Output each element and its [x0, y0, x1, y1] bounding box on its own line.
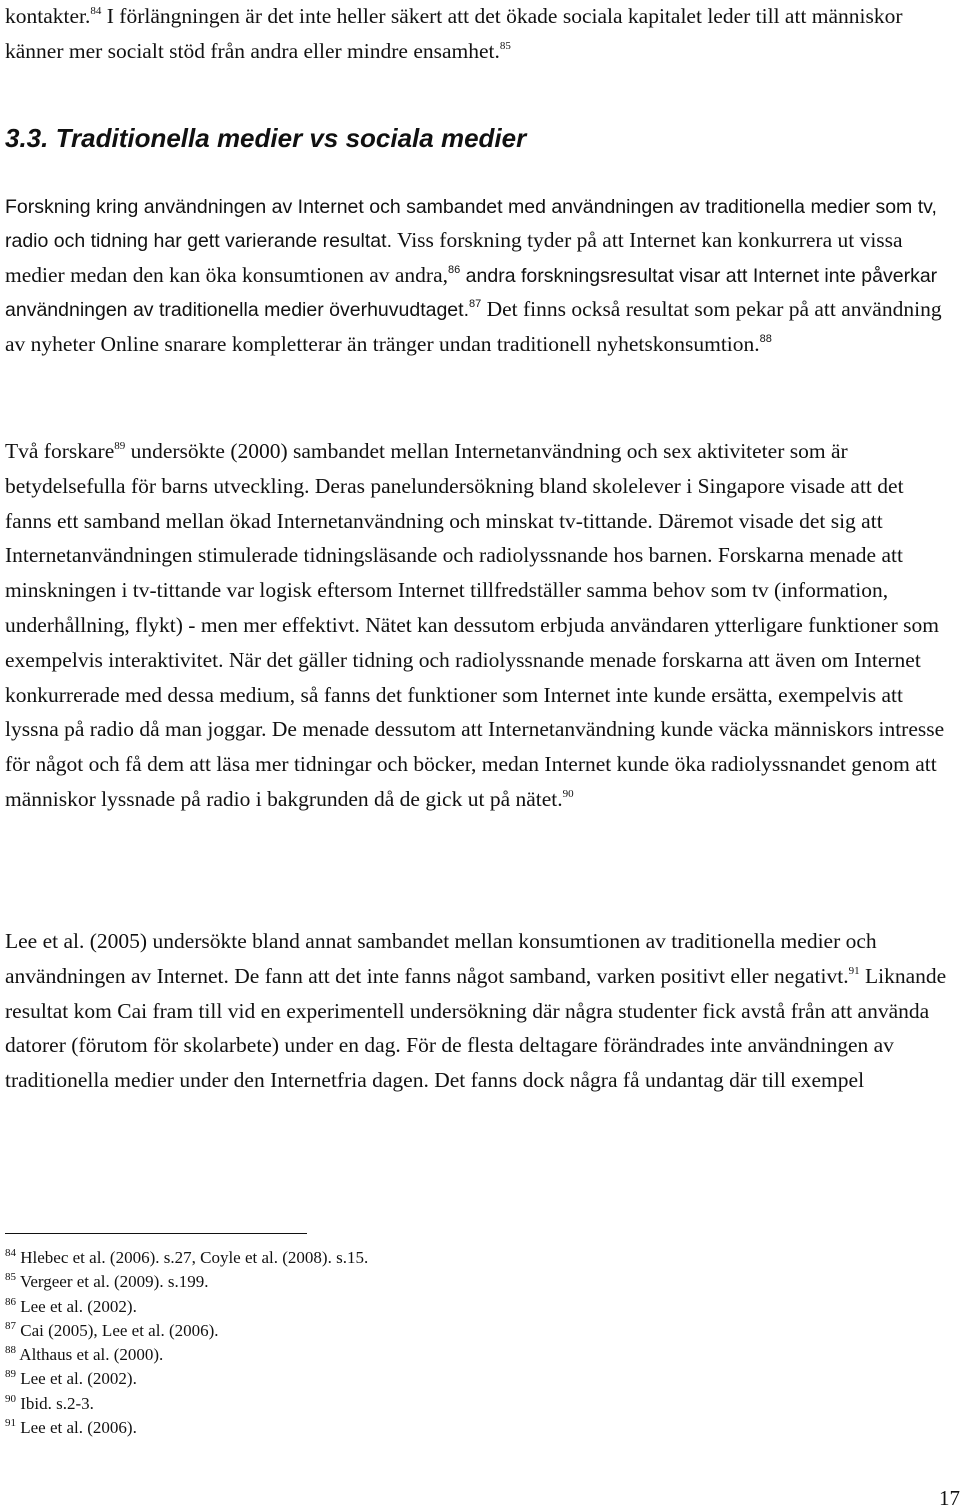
- footnote-text: Hlebec et al. (2006). s.27, Coyle et al. (2008). s.15.: [16, 1248, 369, 1267]
- footnote-item: [5, 1392, 955, 1416]
- text-run: undersökte (2000) sambandet mellan Internetanvändning och sex aktiviteter som är betydelsefulla för barns utveckling. Deras panelundersökning bland skolelever i Singapore visade att det fanns ett samband mellan ökad Internetanvändning och minskat tv-tittande. Däremot visade det sig att Internetanvändningen stimulerade tidningsläsande och radiolyssnande hos barnen. Forskarna menade att minskningen i tv-tittande var logisk eftersom Internet tillfredställer samma behov som tv (information, underhållning, flykt) - men mer effektivt. Nätet kan dessutom erbjuda användaren ytterligare funktioner som exempelvis interaktivitet. När det gäller tidning och radiolyssnande menade forskarna att även om Internet konkurrerade med dessa medium, så fanns det funktioner som Internet inte kunde ersätta, exempelvis att lyssna på radio då man joggar. De menade dessutom att Internetanvändning kunde väcka människors intresse för något och få dem att läsa mer tidningar och böcker, medan Internet kunde öka radiolyssnandet genom att människor lyssnade på radio i bakgrunden då de gick ut på nätet.: [5, 439, 945, 811]
- footnote-text: Lee et al. (2002).: [16, 1369, 137, 1389]
- footnote-ref-86[interactable]: 86: [448, 263, 461, 276]
- footnote-text: Vergeer et al. (2009). s.199.: [16, 1272, 209, 1292]
- text-run: Liknande resultat kom Cai fram till vid en experimentell undersökning där några studenter fick avstå från att använda datorer (förutom för skolarbete) under en dag. För de flesta deltagare förändrades inte användningen av traditionella medier under den Internetfria dagen. Det fanns dock några få undantag där till exempel: [5, 963, 947, 1093]
- footnote-item: [5, 1319, 955, 1343]
- footnote-ref-89[interactable]: 89: [114, 440, 126, 452]
- page-number: 17: [939, 1486, 960, 1510]
- section-title: Traditionella medier vs sociala medier: [55, 123, 527, 153]
- footnote-item: [5, 1343, 955, 1367]
- footnote-separator: [5, 1233, 307, 1234]
- footnote-ref-90[interactable]: 90: [562, 787, 574, 800]
- text-run: Forskning kring användningen av Internet och sambandet med användningen av traditionella medier som tv, radio och tidning har gett varierande resultat.: [5, 196, 937, 253]
- section-heading: [5, 123, 955, 153]
- footnote-ref-91[interactable]: 91: [848, 964, 860, 977]
- footnote-text: Ibid. s.2-3.: [16, 1393, 94, 1413]
- footnote-item: [5, 1416, 955, 1440]
- paragraph-3: [5, 924, 955, 1098]
- paragraph-1: [5, 190, 955, 362]
- footnote-number: 91: [5, 1417, 16, 1430]
- text-run: Två forskare: [5, 439, 115, 463]
- footnote-item: [5, 1246, 955, 1270]
- footnote-text: Lee et al. (2002).: [16, 1296, 137, 1316]
- footnote-text: Althaus et al. (2000).: [16, 1345, 164, 1365]
- footnote-number: 86: [5, 1295, 16, 1308]
- footnote-ref-88[interactable]: 88: [759, 332, 772, 345]
- footnote-number: 84: [5, 1247, 16, 1259]
- footnote-ref-84[interactable]: 84: [90, 5, 102, 17]
- footnote-number: 89: [5, 1368, 16, 1381]
- text-run: Lee et al. (2005) undersökte bland annat sambandet mellan konsumtionen av traditionella medier och användningen av Internet. De fann att det inte fanns något samband, varken positivt eller negativt.: [5, 929, 877, 988]
- footnote-item: [5, 1270, 955, 1294]
- footnote-number: 88: [5, 1344, 16, 1357]
- text-run: Viss forskning tyder på att Internet kan konkurrera ut vissa medier medan den kan öka konsumtionen av andra,: [5, 228, 903, 287]
- text-run: I förlängningen är det inte heller säkert att det ökade sociala kapitalet leder till att människor känner mer socialt stöd från andra eller mindre ensamhet.: [5, 4, 903, 63]
- footnote-ref-85[interactable]: 85: [499, 39, 511, 52]
- paragraph-2: [5, 434, 955, 817]
- footnote-item: [5, 1295, 955, 1319]
- footnote-text: Lee et al. (2006).: [16, 1418, 137, 1438]
- footnote-number: 85: [5, 1271, 16, 1284]
- footnotes: [5, 1246, 955, 1440]
- footnote-number: 87: [5, 1319, 16, 1332]
- footnote-item: [5, 1367, 955, 1391]
- section-number: 3.3.: [5, 123, 49, 153]
- footnote-number: 90: [5, 1392, 16, 1405]
- text-run: kontakter.: [5, 4, 91, 28]
- footnote-text: Cai (2005), Lee et al. (2006).: [16, 1320, 219, 1340]
- continuation-paragraph: [5, 0, 955, 69]
- footnote-ref-87[interactable]: 87: [468, 298, 482, 311]
- text-run: Det finns också resultat som pekar på att användning av nyheter Online snarare kompletterar än tränger undan traditionell nyhetskonsumtion.: [5, 297, 942, 356]
- text-run: andra forskningsresultat visar att Internet inte påverkar användningen av traditionella medier överhuvudtaget.: [5, 264, 938, 322]
